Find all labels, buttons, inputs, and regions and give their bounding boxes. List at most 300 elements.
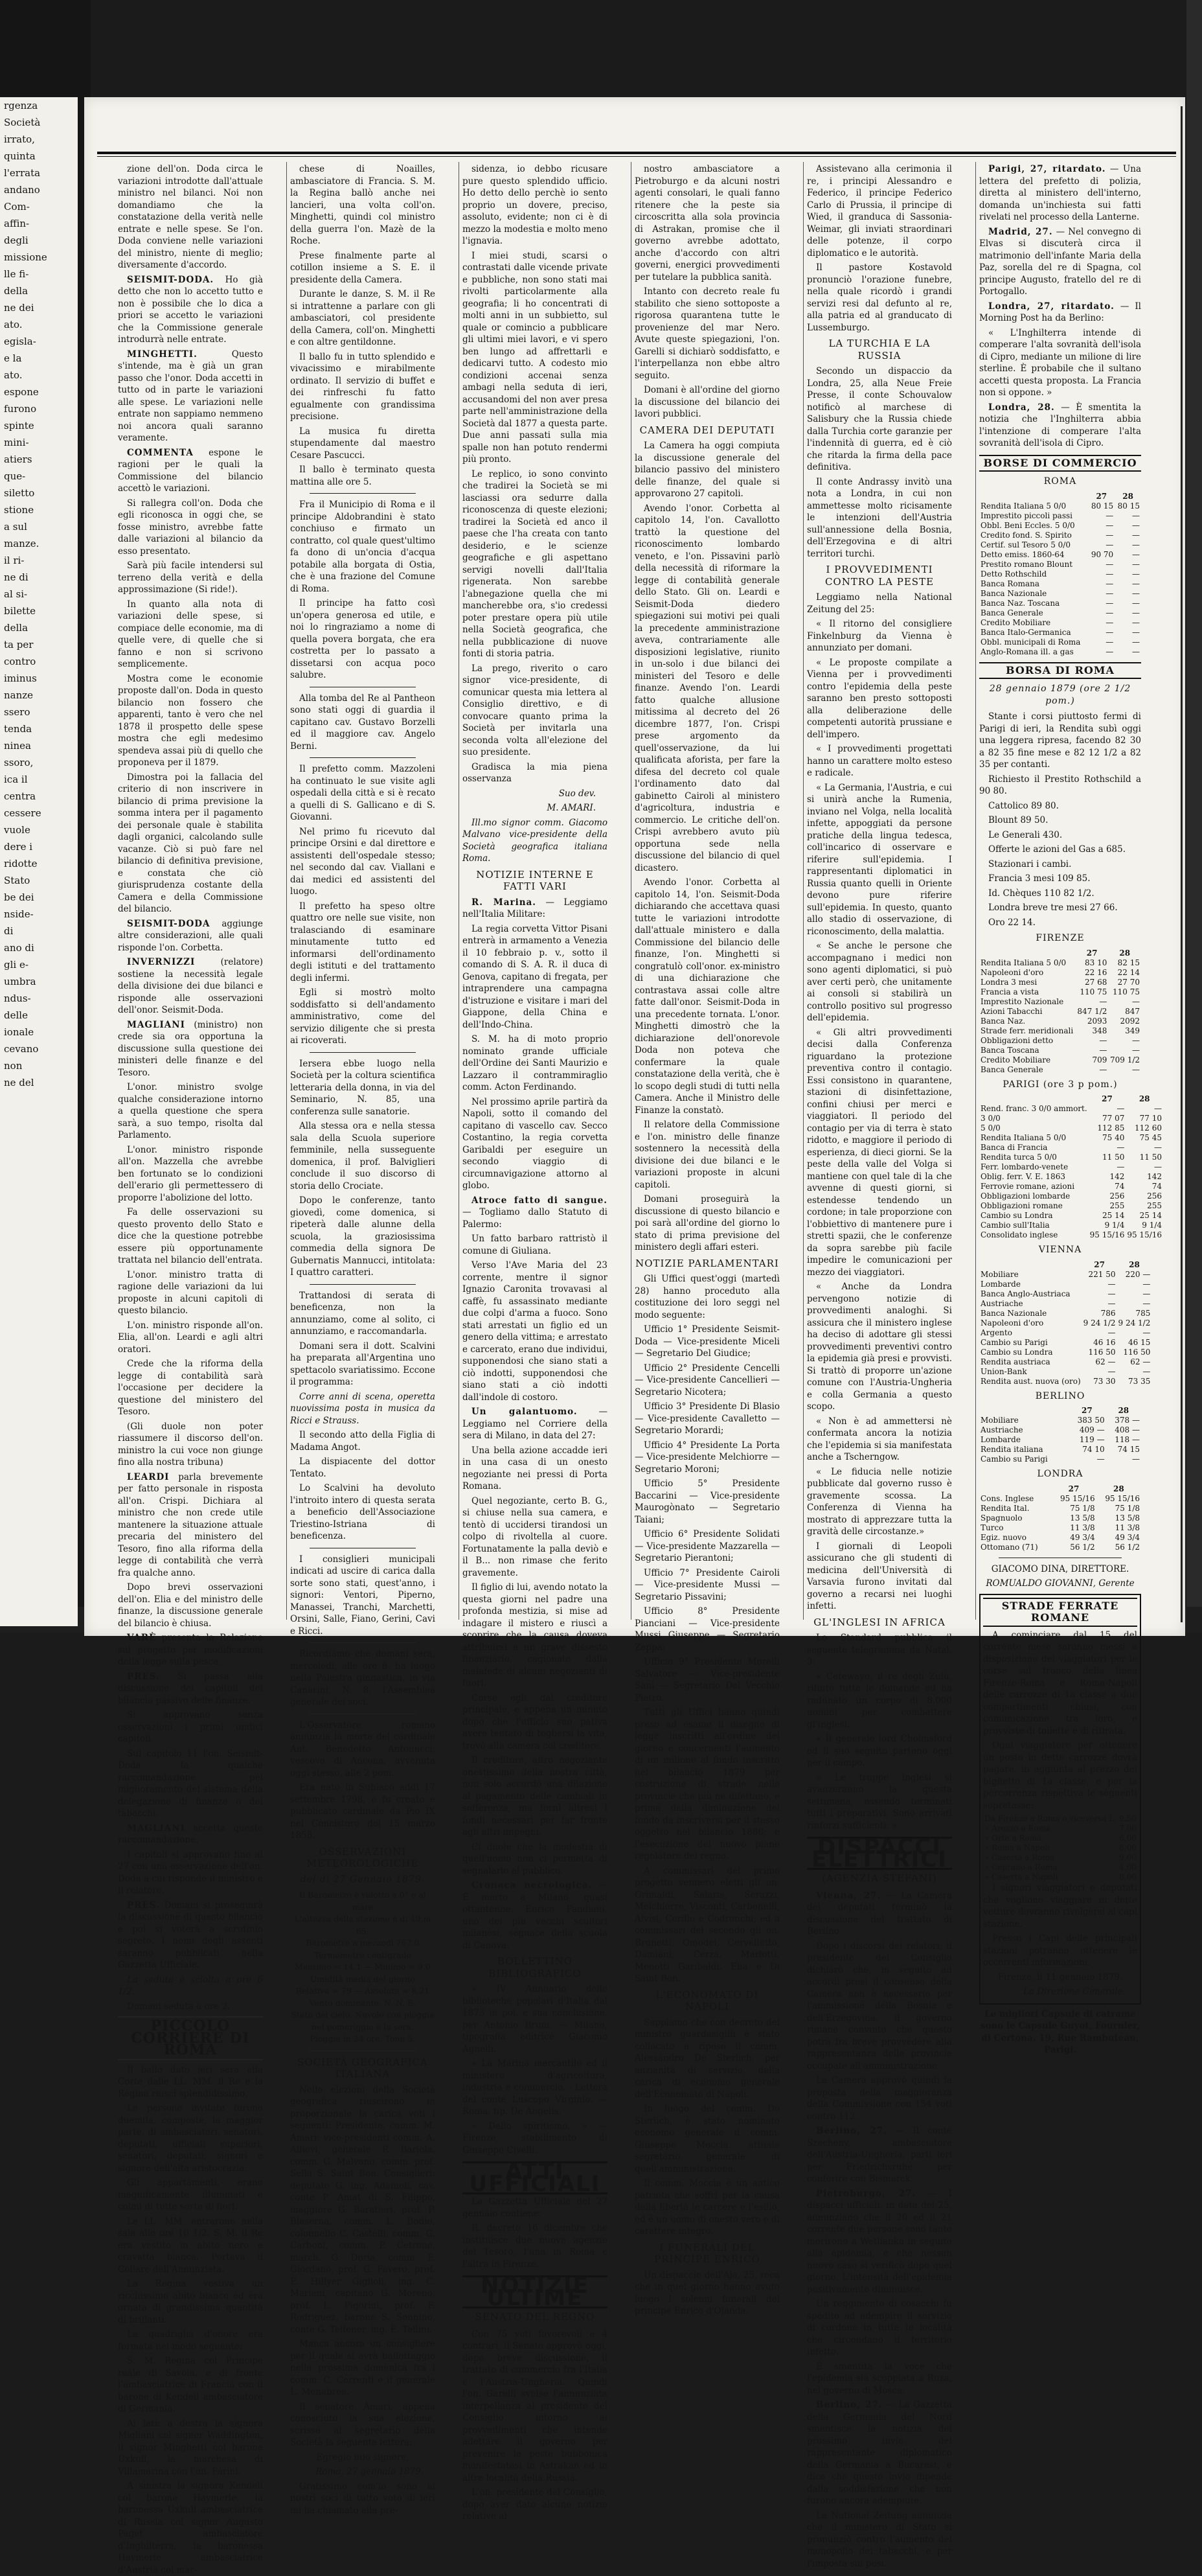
article-paragraph [979,800,1141,812]
quotation-table [979,1406,1141,1464]
quotation-row [979,1455,1141,1464]
quotation-value: 142 [1147,1172,1162,1181]
quotation-row [979,521,1141,531]
article-paragraph [290,693,435,753]
article-paragraph [807,782,952,938]
paragraph-text: Ho già detto che non lo accetto tutto e non è possibile che lo dica a priori se accetto le variazioni che la Commissione generale introdurrà nelle entrate. [118,274,263,345]
quotation-row [979,1153,1163,1162]
run-in-heading: Atroce fatto di sangue. [471,1195,607,1206]
paragraph-text: Londra breve tre mesi 27 66. [988,903,1118,913]
quotation-value: — [1107,1366,1116,1376]
article-paragraph [807,657,952,741]
article-paragraph [807,163,952,259]
section-heading: NOTIZIE INTERNE E FATTI VARI [476,868,594,892]
quotation-label: Ferrovie romane, azioni [981,1182,1075,1191]
article-paragraph [807,2075,952,2122]
column-5 [807,163,953,2569]
article-paragraph [807,2361,952,2397]
quotation-label: Obbligazioni detto [981,1035,1054,1045]
quotation-value: 46 15 [1128,1337,1151,1347]
quotation-row [979,1318,1151,1328]
tariff-route: » Arezzo a Roma [984,1824,1051,1833]
article-paragraph [290,464,435,488]
tariff-route: » Ceprano a Roma [984,1863,1058,1872]
fragment-line: spinte [4,420,34,431]
paragraph-text: Era nato in Subiaco addì 17 settembre 1798, e fu creato e pubblicato cardinale da Pio IX nel Concistoro del 15 marzo 1858. [290,1782,435,1841]
article-paragraph [983,1882,1137,1930]
quotation-value: — [1132,1455,1140,1464]
fragment-line: ica il [4,774,28,785]
right-border-line [1181,106,1183,1622]
quotation-value: — [1106,559,1114,569]
paragraph-text: Alla tomba del Re al Pantheon sono stati oggi di guardia il capitano cav. Gustavo Borzelli ed il maggiore cav. Angelo Berni. [290,693,435,752]
quotation-row [979,540,1141,550]
paragraph-text: Crede che la riforma della legge di contabilità sarà l'occasione per decidere la questione del ministero del Tesoro. [118,1359,263,1417]
paragraph-text: « La Marina mercantile ed il ministero d'agricoltura, industria e commercio. - Lettera del conte Luscopo Virginio. — Roma, tip. De Angelis. [462,2058,607,2117]
article-paragraph [635,503,780,875]
quotation-label: Rendita Italiana 5 0/0 [981,958,1067,967]
quotation-row [979,1367,1151,1377]
quotation-label: Oblig. ferr. V. E. 1863 [981,1172,1065,1181]
article-paragraph [979,902,1141,914]
quotation-value: — [1132,1035,1140,1045]
quotation-value: 378 — [1115,1416,1140,1425]
article-paragraph [635,1478,780,1526]
article-paragraph [118,2102,263,2174]
paragraph-text: Avendo l'onor. Corbetta al capitolo 14, l'on. Cavallotto trattò la questione del riconoscimento lombardo veneto, e l'on. Pissavini parlò della necessità di riformare la legge di contabilità generale dello Stato. Gli on. Leardi e Seismit-Doda diedero spiegazioni sui motivi pei quali la precedente amministrazione aveva, contrariamente alle disposizioni legislative, riunito in un-solo i due bilanci dei ministeri del Tesoro e delle finanze. Avendo l'on. Leardi fatto qualche allusione mitissima al decreto del 26 dicembre 1877, l'on. Crispi prese argomento da quell'osservazione, da lui qualificata aforista, per fare la difesa del decreto col quale l'ordinamento dato dal gabinetto Cairoli al ministero d'agricoltura, industria e commercio. Le critiche dell'on. Crispi avrebbero avuto più opportuna sede nella discussione del bilancio di quel dicastero. [635,503,780,873]
paragraph-text: Presso i Capi delle principali stazioni potranno ottenere le occorrenti informazioni. [983,1933,1137,1968]
paragraph-text: Il ballo è terminato questa mattina alle ore 5. [290,465,435,487]
fragment-line: irrato, [4,133,35,145]
fragment-line: e la [4,352,22,364]
paragraph-text: Si passa alla discussione dei capitoli del bilancio passivo delle finanze. [118,1671,263,1706]
quotation-value: 27 68 [1085,977,1107,987]
quotation-row [979,1211,1163,1221]
column-head: 27 [1068,1484,1080,1493]
paragraph-text: Richiesto il Prestito Rothschild a 90 80. [979,774,1141,796]
paragraph-text: aggiunge altre considerazioni, alle quali risponde l'on. Corbetta. [118,918,263,953]
quotation-row [979,1201,1163,1211]
article-paragraph [635,2017,780,2101]
fragment-line: ne dei [4,302,34,314]
article-paragraph [290,1195,435,1279]
paragraph-text: — È morto a Milano, quasi ottantenne, Enrico Pandiani, uno dei più vecchi scultori milanesi, seguace della scuola di Canova. [462,1880,607,1951]
paragraph-text: — Togliamo dallo Statuto di Palermo: [462,1207,607,1230]
quotation-label: Rend. franc. 3 0/0 ammort. [981,1104,1087,1113]
quotation-value: — [1142,1298,1151,1308]
quotation-value: 77 07 [1102,1114,1125,1123]
quotation-value: — [1132,549,1140,559]
quotation-value: 25 14 [1139,1211,1162,1220]
quotation-row [979,1348,1151,1357]
run-in-heading: MAGLIANI [127,1019,185,1030]
column-head: 27 [1096,491,1107,501]
fragment-line: que- [4,470,26,482]
quotation-value: — [1117,1104,1125,1113]
article-paragraph [979,844,1141,856]
article-paragraph [979,402,1141,450]
fragment-line: gli e- [4,959,28,971]
run-in-heading: Cronaca necrologica. [471,1880,593,1891]
quotation-value: 77 10 [1139,1114,1162,1123]
fragment-line: ssero [4,706,30,718]
article-paragraph [290,1482,435,1543]
article-paragraph [118,1632,263,1668]
quotation-label: Obbl. Beni Eccles. 5 0/0 [981,520,1075,530]
article-paragraph [118,1581,263,1629]
paragraph-text: Il comm. Moccia è un antico patriota che soffrì per la causa della libertà le carcere e l'esilio, ed è un uomo di onesto vero e di carattere integro. [635,2178,780,2237]
fragment-line: ta per [4,639,34,650]
article-paragraph [807,2399,952,2507]
paragraph-text: Questo s'intende, ma è già un gran passo che l'onor. Doda accetti in tutto od in parte le variazioni alle spese. Le variazioni nelle entrate non sappiamo nemmeno noi ancora quali saranno veramente. [118,349,263,443]
market-title: BERLINO [1035,1390,1085,1401]
paragraph-text: Blount 89 50. [988,815,1049,825]
fragment-line: ridotte [4,858,38,869]
paragraph-text: — Il Morning Post ha da Berlino: [979,301,1141,323]
column-gutter [975,162,976,1620]
fragment-line: della [4,285,28,297]
paragraph-text: « Le fiducia nelle notizie pubblicate dal governo russo è gravemente scossa. La Conferenza di Vienna ha mostrato di apprezzare tutta la gravità delle circostanze.» [807,1466,952,1537]
paragraph-text: Il ballo fu in tutto splendido e vivacissimo e mirabilmente ordinato. Il servizio di buffet e dei rinfreschi fu fatto egualmente con grandissima precisione. [290,351,435,422]
market-title: LONDRA [1037,1469,1083,1479]
quotation-label: Napoleoni d'oro [981,1318,1044,1328]
paragraph-text: R. decreto 16 dicembre che instituisce due nuove agenzie del Tesoro, l'una in Roma e l'altra in Firenze. [462,2223,607,2270]
quotation-value: 95 15/16 [1060,1493,1095,1503]
paragraph-text: Francia 3 mesi 109 85. [988,873,1091,884]
market-title: ROMA [1043,476,1077,487]
quotation-value: 116 50 [1088,1347,1116,1357]
paragraph-text: Ogni viaggiatore per ottenere un posto in dette carrozze dovrà pagare, in aggiunta al prezzo del biglietto di 1a classe, e per la percorrenza rispettiva le seguenti sopratasse: [983,1740,1137,1811]
column-head: 28 [1139,1094,1150,1103]
run-in-heading: MINGHETTI. [127,349,198,360]
quotation-value: 110 75 [1113,987,1140,996]
paragraph-text: Secondo un dispaccio da Londra, 25, alla Neue Freie Presse, il conte Schouvalow notificò al marchese di Salisbury che la Russia chiede dalla Turchia corte garanzie per l'indennità di guerra, ed è ciò che ritarda la firma della pace definitiva. [807,366,952,472]
paragraph-text: I miei studi, scarsi o contrastati dalle vicende private e pubbliche, non sono stati mai rivolti particolarmente alla geografia; li ho concentrati di molti anni in un subbietto, sul quale or comincio a pubblicare gli ultimi miei lavori, e vi spero ben lungo ad affrettarli e dedicarvi tutto. A codesto mio condizioni accenai senza ambagi nella seduta di ieri, accusandomi del non aver presa parte nell'amministrazione della Società dal 1877 a questa parte. Due anni passati sulla mia spalle non han potuto rendermi più pronto. [462,250,607,465]
article-paragraph [462,802,596,814]
paragraph-text: Nel primo fu ricevuto dal principe Orsini e dal direttore e assistenti dell'ospedale stesso; nel secondo dal cav. Viallani e dai medici ed assistenti del luogo. [290,826,435,897]
run-in-heading: PRES. [127,1900,160,1911]
meteo-line: Relativa = 79 — Assoluta = 8,21 [295,1986,430,1995]
column-head: 28 [1122,491,1133,501]
fragment-line: bilette [4,605,36,617]
quotation-value: — [1117,1162,1125,1171]
quotation-row [979,638,1141,647]
article-paragraph [635,1707,780,1863]
quotation-label: Obbl. municipali di Roma [981,637,1081,647]
paragraph-text: Leggiamo nella National Zeitung del 25: [807,592,952,615]
quotation-value: 11 50 [1139,1153,1162,1162]
meteo-line: Stato del cielo. Nuvolo con pioggia nel pomeriggio e la sera. [291,2010,435,2032]
section-heading: SOCIETÀ GEOGRAFICA ITALIANA [297,2056,428,2080]
article-paragraph [635,1324,780,1360]
quotation-row [979,1280,1151,1289]
quotation-label: 5 0/0 [981,1123,1001,1133]
run-in-heading: VARÈ [127,1633,157,1643]
paragraph-text: A cominciare dal 15 del corrente mese saranno messi a disposizione dei viaggiatori per le corse sul tronco della linea Firenze-Roma e Roma-Napoli delle carrozze di 1a classe a due compartimenti chiusi, con comunicazione tra loro, e provviste di toilette e di ritirata. [983,1629,1137,1736]
paragraph-text: chese di Noailles, ambasciatore di Francia. S. M. la Regina ballò anche nei lancieri, una volta coll'on. Minghetti, quindi col ministro della guerra l'on. Mazè de la Roche. [290,164,435,246]
article-paragraph [462,1841,607,1878]
meteo-line: Vento dominante. N. N. E. [309,1997,416,2008]
article-paragraph [635,877,780,1116]
fragment-line: nside- [4,908,34,920]
article-paragraph [983,1629,1137,1738]
paragraph-text: nostro ambasciatore a Pietroburgo e da alcuni nostri agenti consolari, le quali fanno ritenere che la peste sia circoscritta alla sola provincia di Astrakan, promise che il governo avrebbe adottato, anche d'accordo con altri governi, energici provvedimenti per tutelare la pubblica sanità. [635,164,780,282]
article-paragraph [462,163,607,247]
article-paragraph [118,673,263,769]
paragraph-text: S. M. Regina col Principe reale di Savoia, e di fronte l'ambasciatrice di Francia con il barone di Kendell ambasciatore di Germania. [118,2356,263,2414]
quotation-row [979,628,1141,638]
article-paragraph [462,1195,607,1231]
article-paragraph [462,923,607,1031]
paragraph-text: « Gli altri provvedimenti decisi dalla Conferenza riguardano la protezione preventiva contro il contagio. Essi consistono in quarantene, stazioni di disinfettazione, confini chiusi per merci e viaggiatori. Il periodo del contagio per via di terra è stato ridotto, e maggiore il periodo di esperienza, di dieci giorni. Se la peste della valle del Volga si mantiene con quel tale di la che avvenne di questi giorni, si estendesse tendendo un cordone; in tale proporzione con l'obbiettivo di mantenere pure i stretti spazii, che le conferenze da sopra sarebbe più facile impedire le comunicazioni per mezzo dei viaggiatori. [807,1027,952,1278]
quotation-value: — [1132,569,1140,579]
article-paragraph [462,788,596,800]
quotation-row [979,1377,1151,1386]
fragment-line: a sul [4,521,27,533]
quotation-label: Strade ferr. meridionali [981,1026,1074,1035]
quotation-row [979,1523,1141,1533]
article-paragraph [807,476,952,560]
quotation-value: 74 [1151,1182,1162,1191]
quotation-value: 75 40 [1102,1133,1125,1142]
fragment-line: iminus [4,673,37,684]
section-heading: NOTIZIE ULTIME [462,2275,607,2308]
quotation-value: — [1142,1279,1151,1289]
quotation-value: 256 [1109,1191,1125,1201]
fragment-line: al si- [4,588,28,600]
quotation-label: Cambio sull'Italia [981,1221,1050,1230]
fragment-line: degli [4,235,28,246]
article-paragraph [807,365,952,474]
article-paragraph [635,163,780,283]
quotation-value: 847 1/2 [1077,1006,1107,1016]
quotation-value: 73 35 [1128,1376,1151,1386]
paragraph-text: Gli Uffici quest'oggi (martedì 28) hanno proceduto alla costituzione dei loro seggi nel modo seguente: [635,1274,780,1320]
quotation-value: 2092 [1120,1016,1140,1026]
article-paragraph [635,384,780,420]
article-paragraph [807,1733,952,1769]
article-paragraph [118,1849,263,1897]
article-paragraph [979,163,1141,224]
paragraph-text: sidenza, io debbo ricusare pure questo splendido ufficio. Ho detto dello perchè io sento proprio un dovere, preciso, assoluto, evidente; non ci è di mezzo la modestia e molto meno l'ignavia. [462,164,607,246]
quotation-label: Spagnuolo [981,1513,1023,1523]
quotation-label: Napoleoni d'oro [981,967,1044,977]
tariff-row [983,1863,1138,1872]
quotation-value: 349 [1125,1026,1140,1035]
paragraph-text: Dopo brevi osservazioni dell'on. Elia e del ministro delle finanze, la discussione generale del bilancio è chiusa. [118,1582,263,1629]
quotation-row [979,958,1141,968]
quotation-value: — [1132,530,1140,540]
article-paragraph [462,1259,607,1403]
column-gutter [286,162,287,1620]
fragment-line: ionale [4,1026,34,1038]
run-in-heading: LEARDI [127,1471,170,1482]
run-in-heading: Londra, 28. [988,402,1055,413]
article-paragraph [979,917,1141,929]
quotation-label: Imprestito Nazionale [981,996,1064,1006]
article-paragraph [983,1972,1137,1984]
paragraph-text: Roma, 27 gennaio 1879. [315,2467,424,2477]
market-title: VIENNA [1038,1245,1082,1255]
article-paragraph [118,1974,263,1998]
article-paragraph [635,1528,780,1565]
fragment-line: quinta [4,150,36,162]
paragraph-text: La Direzione Generale. [1023,1986,1126,1997]
fragment-line: ndus- [4,993,31,1004]
quotation-value: — [1142,1328,1151,1337]
paragraph-text: Sarà più facile intendersi sul terreno della verità e della approssimazione (Si ride!). [118,560,263,595]
quotation-row [979,1425,1141,1435]
paragraph-text: Offerte le azioni del Gas a 685. [988,844,1126,855]
quotation-row [979,968,1141,978]
quotation-value: — [1142,1366,1151,1376]
section-heading: PICCOLO CORRIERE DI ROMA [118,2016,263,2060]
quotation-row [979,1065,1141,1075]
paragraph-text: Il relatore della Commissione e l'on. ministro delle finanze sostennero la necessità della divisione dei due bilanci e le variazioni proposte in alcuni capitoli. [635,1120,780,1190]
paragraph-text: La musica fu diretta stupendamente dal maestro Cesare Pascucci. [290,426,435,461]
section-heading: BORSA DI ROMA [979,662,1141,680]
run-in-heading: Berlino, 27. [816,2126,887,2136]
paragraph-text: « IV Annuario delle biblioteche popolari d'Italia dal 1873 in poi, e sua conclusione, per Antonio Bruni. — Milano, tipografia editrice Giacomo Agnelli. [462,1984,607,2054]
tariff-row [983,1872,1138,1882]
article-paragraph [462,2487,607,2523]
paragraph-text: Stante i corsi piuttosto fermi di Parigi di ieri, la Rendita subì oggi una leggera ripresa, facendo 82 30 a 82 35 fine mese e 82 12 1/2 a 82 35 per contanti. [979,711,1141,770]
paragraph-text: La Camera approvò quindi la proposta della maggioranza della Commissione con 154 voti contro 112. [807,2075,952,2122]
quotation-value: 95 15/16 [1089,1230,1125,1239]
article-paragraph [118,447,263,495]
quotation-row [979,1007,1141,1017]
quotation-row [979,531,1141,540]
quotation-row [979,1055,1141,1065]
paragraph-text: La Regina vestiva un ricchissimo abito bianco ed era ornata di grandissima quantità di brillanti. [118,2279,263,2325]
paragraph-text: Una bella azione accadde ieri in una casa di un onesto negoziante nei pressi di Porta Romana. [462,1445,607,1491]
paragraph-text: Sappiamo che con decreto del ministro guardasigilli è stato collocato a riposo il comm. Alessandro De Sterlich, per anzianità di servizio, dalla carica di economo generale dell'Economato di Napoli. [635,2017,780,2100]
quotation-label: Lombarde [981,1435,1021,1444]
article-paragraph [635,1440,780,1476]
newspaper-page [84,97,1185,2575]
quotation-value: 9 24 1/2 [1118,1318,1151,1328]
quotation-value: — [1142,1289,1151,1298]
article-paragraph [635,1363,780,1399]
fragment-line: cessere [4,807,41,819]
paragraph-text: Cattolico 89 80. [988,800,1059,811]
section-heading: I PROVVEDIMENTI CONTRO LA PESTE [824,564,935,588]
paragraph-text: Il prefetto comm. Mazzoleni ha continuato le sue visite agli ospedali della città e si è recato a quelli di S. Gallicano e di S. Giovanni. [290,764,435,822]
meteo-line: Il Barometro è ridotto a 0° e al mare [299,1890,426,1912]
paragraph-text: La seduta è sciolta a ore 6 1/2. [118,1974,263,1997]
article-paragraph [807,1940,952,2073]
quotation-label: Banca Generale [981,1064,1043,1074]
article-paragraph [462,250,607,466]
paragraph-text: Ufficio 3° Presidente Di Blasio — Vice-presidente Cavalletto — Segretario Morardi; [635,1401,780,1436]
column-head: 28 [1118,1406,1129,1415]
article-paragraph [118,1748,263,1820]
section-heading: L'ECONOMATO DI NAPOLI [655,1988,759,2012]
article-paragraph [118,1269,263,1317]
paragraph-text: S. M. ha di moto proprio nominato grande ufficiale dell'Ordine dei Santi Maurizio e Lazzaro il contrammiraglio comm. Acton Ferdinando. [462,1034,607,1092]
paragraph-text: accetta queste raccomandazione. [118,1823,263,1845]
quotation-value: — [1099,1045,1107,1055]
article-paragraph [979,711,1141,771]
quotation-value: 62 — [1130,1357,1151,1366]
quotation-label: Banca Generale [981,608,1043,617]
advertisement-text: Le migliori Capsule di catrame sono le Capsule Guyot, Fournier, di Certona. 19, Rue Rambuteau, Parigi. [980,2008,1140,2055]
article-paragraph [290,250,435,286]
paragraph-text: Verso l'Ave Maria del 23 corrente, mentre il signor Ignazio Caronita trovavasi al caffè, fu assassinato mediante due colpi d'arma a fuoco. Sono stati arrestati un figlio ed un genero della vittima; e arrestato e carcerato, erano due individui, supponendosi che siano stati a ciò indotti, supponendosi che siano stati a ciò indotti dall'indole di costoro. [462,1260,607,1403]
paragraph-text: Si approvano senza osservazioni i primi undici capitoli. [118,1710,263,1744]
paragraph-text: « La Germania, l'Austria, e cui si unirà anche la Rumenia, inviano nel Volga, nella località infette, appoggiati da persone pratiche della lingua tedesca, coll'incarico di osservare e riferire sull'epidemia. I rappresentanti diplomatici in Russia quanto quelli in Oriente devono pure riferire sull'epidemia. In questo, quanto allo stadio di osservazione, di riconoscimento, della malattia. [807,782,952,937]
fragment-line: vuole [4,824,30,836]
paragraph-text: « L'Inghilterra intende di comperare l'alta sovranità dell'isola di Cipro, mediante un milione di lire sterline. È probabile che il sultano accetti questa proposta. La Francia non si oppone. » [979,327,1141,398]
meteo-line: Barometro a mezzodì 767.0 [306,1938,420,1948]
fragment-line: cevano [4,1043,39,1055]
article-paragraph [118,2480,263,2576]
fragment-line: di [4,925,14,937]
meteo-line: Massimo = 14,1 — Minimo = 9,0 [295,1962,431,1972]
tariff-route: » Roma a Napoli [984,1843,1050,1852]
section-heading: CAMERA DEI DEPUTATI [639,424,775,436]
quotation-row [979,1104,1163,1114]
article-paragraph [118,1081,263,1142]
article-paragraph [290,901,435,985]
paragraph-text: Assistevano alla cerimonia il re, i principi Alessandro e Federico, il principe Federico Carlo di Prussia, il principe di Wied, il granduca di Sassonia-Weimar, gli inviati straordinari delle potenze, il corpo diplomatico e le autorità. [807,164,952,259]
section-heading: BORSE DI COMMERCIO [979,455,1141,472]
quotation-label: Banca Toscana [981,1045,1039,1055]
article-paragraph [807,2188,952,2296]
quotation-row [979,1338,1151,1348]
paragraph-text: Ufficio 2° Presidente Cencelli — Vice-presidente Cancellieri — Segretario Nicotera; [635,1363,780,1397]
fragment-line: dere i [4,841,33,853]
tariff-row [983,1843,1138,1853]
quotation-label: Rendita italiana [981,1445,1043,1454]
manager-signature: ROMUALDO GIOVANNI, Gerente [986,1578,1135,1589]
section-heading: LA TURCHIA E LA RUSSIA [828,338,931,362]
run-in-heading: SEISMIT-DODA. [127,274,214,285]
quotation-value: — [1132,598,1140,608]
run-in-heading: SEISMIT-DODA [127,918,210,929]
quotation-value: 46 16 [1093,1337,1116,1347]
paragraph-text: Le Generali 430. [988,829,1063,840]
fragment-line: delle [4,1009,28,1021]
article-paragraph [290,426,435,462]
quotation-label: Turco [981,1523,1004,1532]
article-paragraph [462,2058,607,2118]
fragment-line: espone [4,386,39,398]
run-in-heading: INVERNIZZI [127,957,196,967]
quotation-label: Rendita Italiana 5 0/0 [981,501,1067,511]
quotation-value: 709 1/2 [1109,1055,1140,1064]
article-paragraph [462,2222,607,2270]
quotation-value: 256 [1147,1191,1162,1201]
quotation-value: 11 3/8 [1070,1523,1095,1532]
quotation-row [979,560,1141,569]
quotation-value: — [1106,627,1114,637]
article-paragraph [118,498,263,558]
fragment-line: ssoro, [4,757,34,768]
fragment-line: non [4,1060,23,1072]
article-paragraph [807,743,952,779]
article-paragraph [118,1144,263,1204]
run-in-heading: Madrid, 27. [988,226,1053,237]
tariff-price: 8,00 [1119,1872,1137,1881]
article-paragraph [979,858,1141,871]
article-paragraph [635,1119,780,1191]
article-paragraph [635,286,780,382]
paragraph-text: La dispiacente del dottor Tentato. [290,1456,435,1479]
section-separator [310,1052,416,1053]
quotation-label: Credito fond. S. Spirito [981,530,1072,540]
paragraph-text: Ci duole che la modestia di quell'uomo non ci permetta di segnalarlo al pubblico. [462,1841,607,1876]
